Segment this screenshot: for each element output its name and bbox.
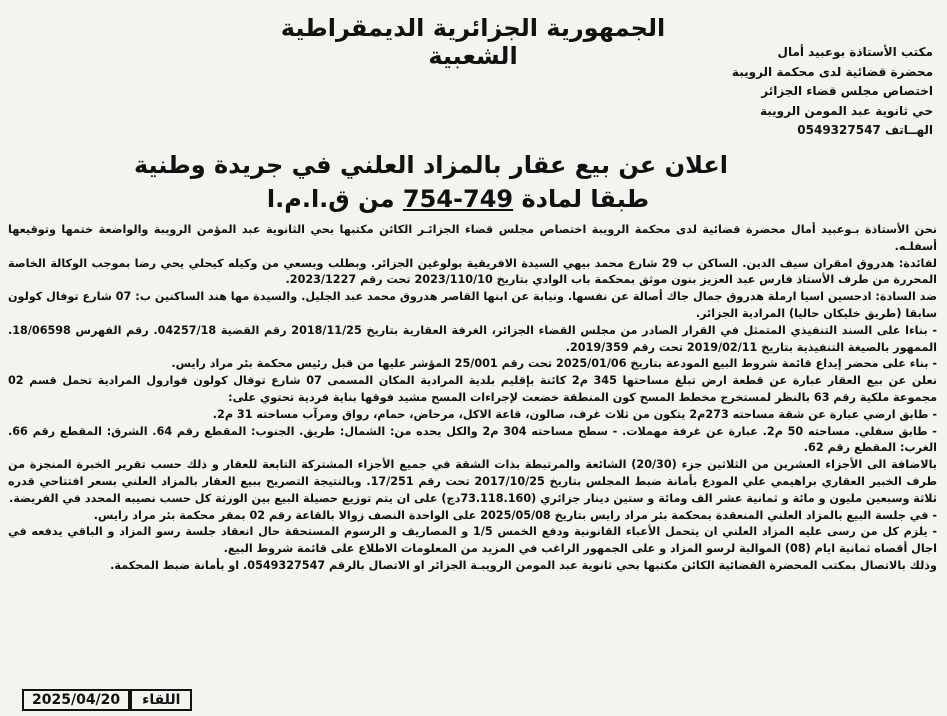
announcement-title: اعلان عن بيع عقار بالمزاد العلني في جريدة وطنية — [133, 151, 728, 179]
announcement-subtitle — [188, 182, 728, 216]
office-line: اختصاص مجلس قضاء الجزائر — [761, 84, 933, 98]
notice-paragraph: - بناء على محضر إيداع قائمة شروط البيع المودعة بتاريخ 2025/01/06 تحت رقم 25/001 المؤشر عليها من قبل رئيس محكمة بئر مراد رايس. — [171, 357, 937, 371]
subtitle-suffix: من ق.ا.م.ا — [266, 185, 403, 213]
notice-paragraph: - يلزم كل من رسى عليه المزاد العلني ان يتحمل الأعباء القانونية ودفع الخمس 1/5 و المصاريف و الرسوم المستحقة حال انعقاد جلسة رسو المزاد و الباقي يدفعه في اجال أقصاه ثمانية ايام (08) الموالية لرسو المزاد و على الجمهور الراغب في المزيد من المعلومات الاطلاع على قائمة شروط البيع. — [8, 525, 938, 556]
notice-paragraph: لفائدة: هدروق امقران سيف الدين. الساكن ب 29 شارع محمد بيهي السيدة الافريقية بولوغين الجزائر. وبطلب وبسعي من وكيله كيحلي يحي رضا بموجب الوكالة الخاصة المحررة من طرف الأستاذ فارس عبد العزيز بنون موثق بمحكمة باب الوادي بتاريخ 2023/110/10 تحت رقم 2023/1227. — [8, 256, 938, 287]
notice-paragraph: نعلن عن بيع العقار عبارة عن قطعة ارض تبلغ مساحتها 345 م2 كائنة بإقليم بلدية المرادية المكان المسمى 07 شارع توفال كولون فوارول المرادية تحمل قسم 02 مجموعة ملكية رقم 63 بالنظر لمستخرج مخطط المسح كون المنطقة خضعت لإجراءات المسح مشيد فوقها بناية فردية تحتوي على: — [8, 374, 937, 404]
notice-paragraph: بالاضافة الى الأجزاء العشرين من الثلاثين جزء (20/30) الشائعة والمرتبطة بذات الشقة في جميع الأجزاء المشتركة التابعة للعقار و ذلك حسب تقرير الخبرة المنجزة من طرف الخبير العقاري براهيمي علي المودع بأمانة ضبط المجلس بتاريخ 2017/10/25 تحت رقم 17/251. وبالنتيجة التصريح ببيع العقار بالمزاد العلني بسعر افتتاحي قدره ثلاثة وسبعين مليون و مائة و ثمانية عشر الف ومائة و ستين دينار جزائري (73.118.160دج) على ان يتم توزيع حصيلة البيع بين الورثة كل حسب نصيبه المحدد في الفريضة. — [8, 458, 938, 505]
notice-paragraph: - بناءا على السند التنفيذي المتمثل في القرار الصادر من مجلس القضاء الجزائر، الغرفة العقارية بتاريخ 2018/11/25 رقم القضية 04257/18. رقم الفهرس 18/06598. الممهور بالصيغة التنفيذية بتاريخ 2019/02/11 تحت رقم 2019/359. — [8, 323, 937, 354]
notice-paragraph: - طابق سفلي. مساحته 50 م2. عبارة عن غرفة مهملات. - سطح مساحته 304 م2 والكل يحده من: الشمال: طريق. الجنوب: المقطع رقم 64. الشرق: المقطع رقم 66. الغرب: المقطع رقم 62. — [8, 424, 937, 455]
footer — [16, 689, 192, 711]
office-phone: الهــاتف 0549327547 — [797, 123, 933, 137]
subtitle-prefix: طبقا لمادة — [513, 185, 650, 213]
notice-paragraph: ضد السادة: ادحسين اسيا ارملة هدروق جمال جاك أصالة عن نفسها. ونيابة عن ابنها القاصر هدروق محمد عبد الجليل. والسيدة مها هند الساكنين ب: 07 شارع توفال كولون سابقا (طريق خليكان حاليا) المرادية الجزائر. — [8, 290, 938, 320]
notice-paragraph: نحن الأستاذة بـوعبيد أمال محضرة قضائية لدى محكمة الرويبة اختصاص مجلس قضاء الجزائـر الكائن مكتبها بحي الثانوية عبد المؤمن الرويبة والواضعة ختمها وتوقيعها أسفلـه. — [8, 223, 937, 253]
publication-date: 2025/04/20 — [22, 689, 130, 711]
newspaper-name: اللقاء — [130, 689, 192, 711]
office-line: حي ثانوية عبد المومن الرويبة — [760, 103, 933, 118]
republic-title: الجمهورية الجزائرية الديمقراطية الشعبية — [280, 14, 666, 70]
office-line: مكتب الأستاذة بوعبيد أمال — [777, 45, 933, 59]
notice-paragraph: - طابق ارضي عبارة عن شقة مساحته 273م2 يتكون من ثلاث غرف، صالون، قاعة الاكل، مرحاض، حمام، رواق ومرآب مساحته 31 م2. — [212, 407, 937, 421]
announcement-heading — [133, 148, 728, 216]
office-header — [473, 43, 933, 141]
notice-paragraph: - في جلسة البيع بالمزاد العلني المنعقدة بمحكمة بئر مراد رايس بتاريخ 2025/05/08 على الواحدة النصف زوالا بالقاعة رقم 02 بمقر محكمة بئر مراد رايس. — [93, 508, 937, 522]
office-line: محضرة قضائية لدى محكمة الرويبة — [731, 64, 933, 79]
notice-paragraph: وذلك بالاتصال بمكتب المحضرة القضائية الكائن مكتبها بحي ثانوية عبد المومن الرويبـة الجزائر او الاتصال بالرقم 0549327547. او بأمانة ضبط المحكمة. — [110, 558, 937, 572]
subtitle-articles: 749-754 — [402, 185, 514, 213]
notice-body — [8, 222, 937, 575]
